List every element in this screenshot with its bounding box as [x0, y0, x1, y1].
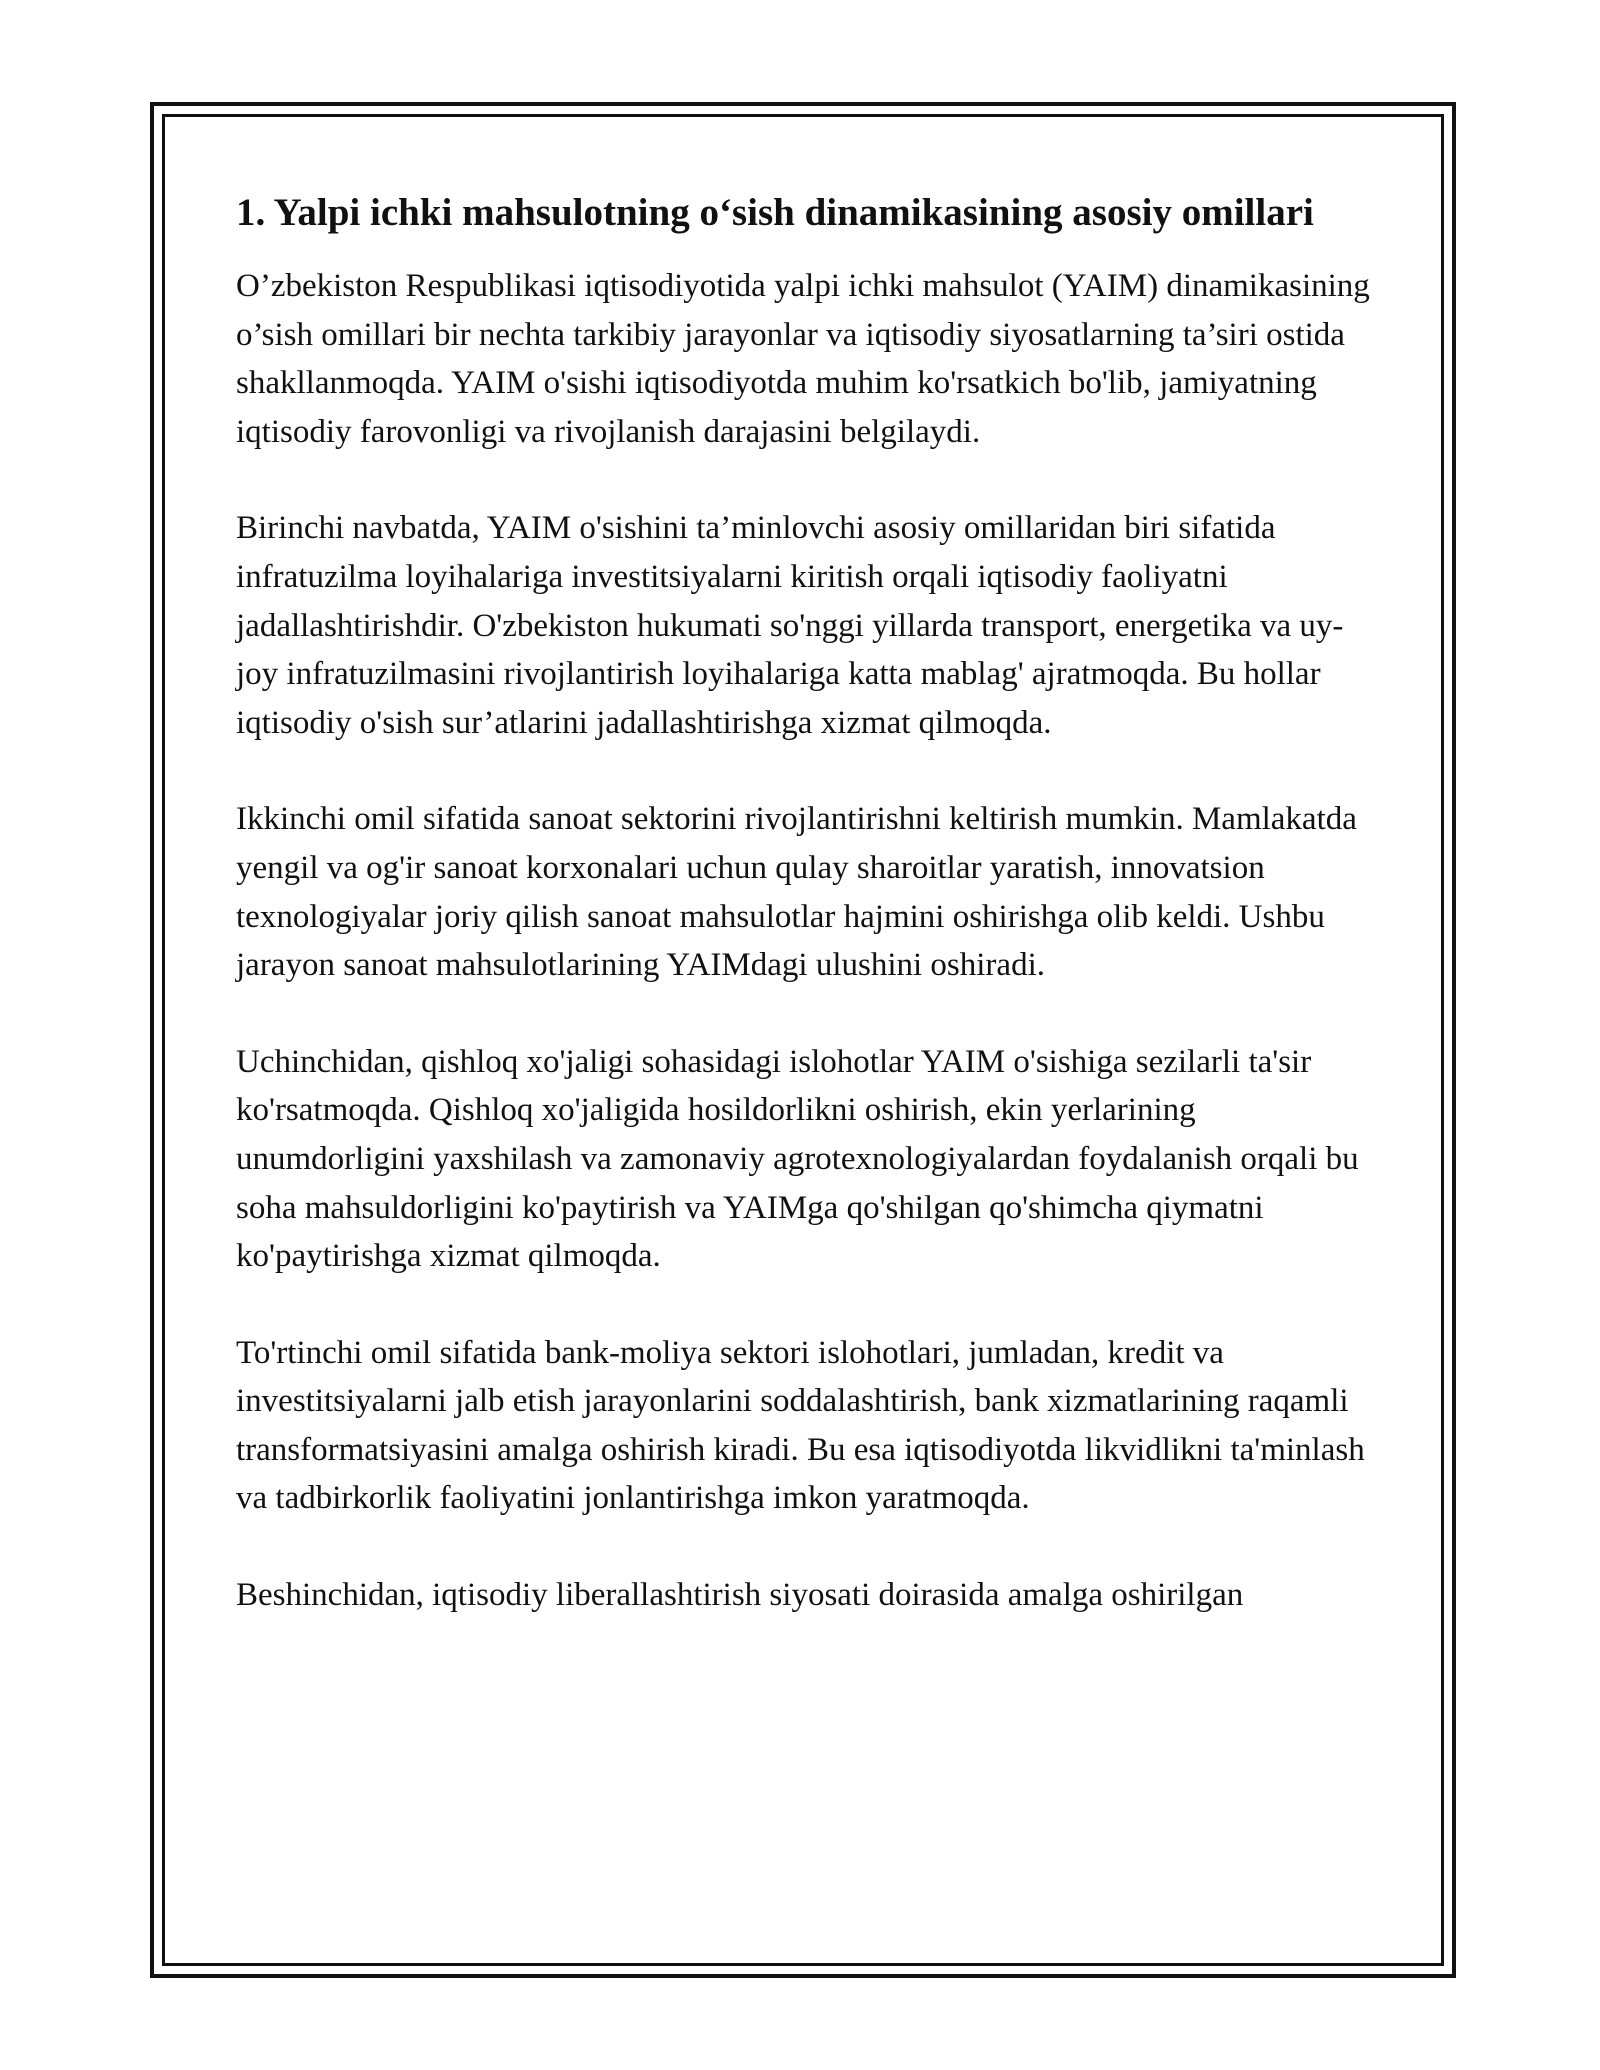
paragraph-intro: O’zbekiston Respublikasi iqtisodiyotida yalpi ichki mahsulot (YAIM) dinamikasining o’sish omillari bir nechta tarkibiy jarayonlar va iqtisodiy siyosatlarning ta’siri ostida shakllanmoqda. YAIM o'sishi iqtisodiyotda muhim ko'rsatkich bo'lib, jamiyatning iqtisodiy farovonligi va rivojlanish darajasini belgilaydi. [236, 268, 1370, 450]
paragraph-third-factor: Uchinchidan, qishloq xo'jaligi sohasidagi islohotlar YAIM o'sishiga sezilarli ta'sir ko'rsatmoqda. Qishloq xo'jaligida hosildorlikni oshirish, ekin yerlarining unumdorligini yaxshilash va zamonaviy agrotexnologiyalardan foydalanish orqali bu soha mahsuldorligini ko'paytirish va YAIMga qo'shilgan qo'shimcha qiymatni ko'paytirishga xizmat qilmoqda. [236, 1043, 1359, 1275]
paragraph-fourth-factor: To'rtinchi omil sifatida bank-moliya sektori islohotlari, jumladan, kredit va investitsiyalarni jalb etish jarayonlarini soddalashtirish, bank xizmatlarining raqamli transformatsiyasini amalga oshirish kiradi. Bu esa iqtisodiyotda likvidlikni ta'minlash va tadbirkorlik faoliyatini jonlantirishga imkon yaratmoqda. [236, 1334, 1365, 1517]
section-heading: 1. Yalpi ichki mahsulotning o‘sish dinamikasining asosiy omillari [236, 191, 1314, 234]
paragraph-fifth-factor: Beshinchidan, iqtisodiy liberallashtirish siyosati doirasida amalga oshirilgan [236, 1577, 1244, 1614]
paragraph-second-factor: Ikkinchi omil sifatida sanoat sektorini rivojlantirishni keltirish mumkin. Mamlakatda yengil va og'ir sanoat korxonalari uchun qulay sharoitlar yaratish, innovatsion texnologiyalar joriy qilish sanoat mahsulotlar hajmini oshirishga olib keldi. Ushbu jarayon sanoat mahsulotlarining YAIMdagi ulushini oshiradi. [236, 801, 1357, 984]
document-body [236, 185, 1371, 1668]
paragraph-first-factor: Birinchi navbatda, YAIM o'sishini ta’minlovchi asosiy omillaridan biri sifatida infratuzilma loyihalariga investitsiyalarni kiritish orqali iqtisodiy faoliyatni jadallashtirishdir. O'zbekiston hukumati so'nggi yillarda transport, energetika va uy-joy infratuzilmasini rivojlantirish loyihalariga katta mablag' ajratmoqda. Bu hollar iqtisodiy o'sish sur’atlarini jadallashtirishga xizmat qilmoqda. [236, 510, 1344, 741]
